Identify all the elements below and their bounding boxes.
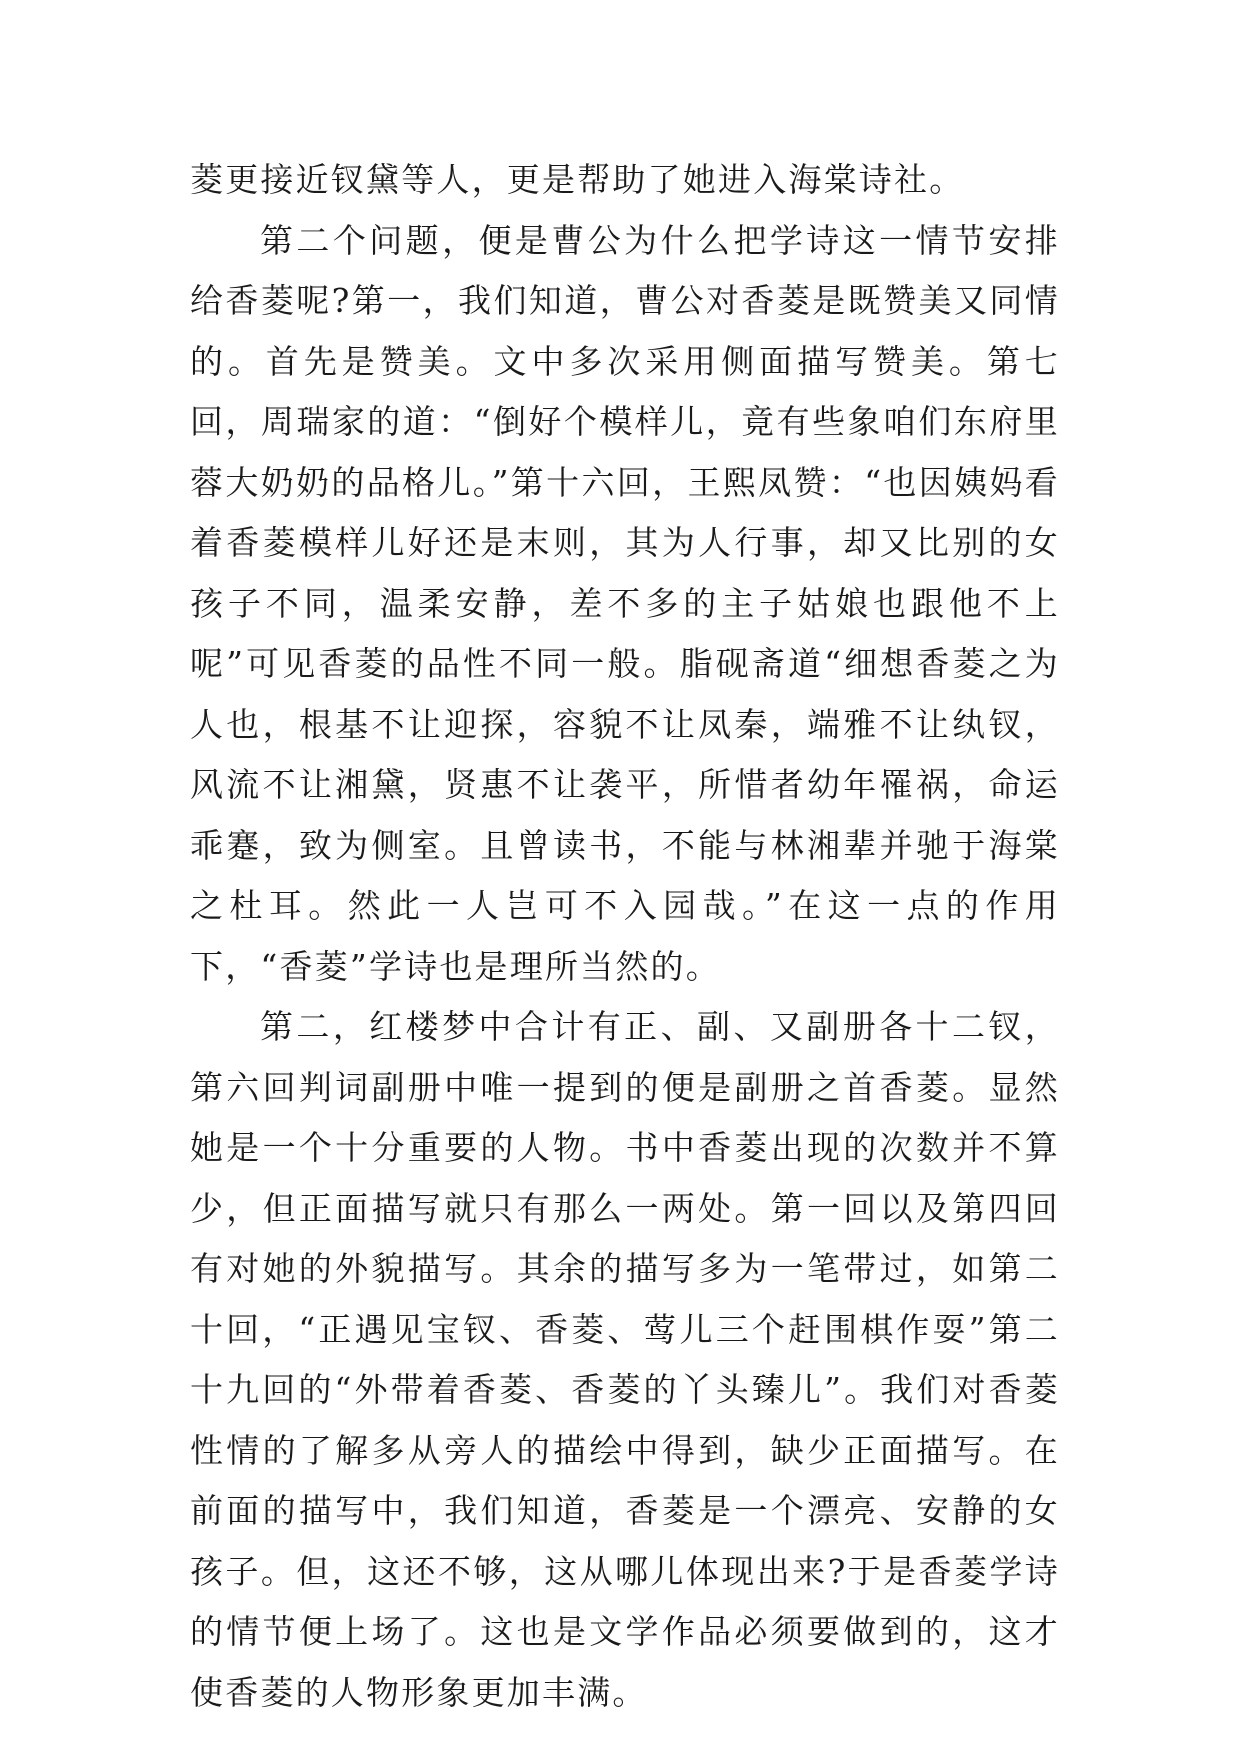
paragraph-continuation: 菱更接近钗黛等人，更是帮助了她进入海棠诗社。 <box>190 160 965 199</box>
paragraph-second-reason: 第二，红楼梦中合计有正、副、又副册各十二钗，第六回判词副册中唯一提到的便是副册之首香菱。显然她是一个十分重要的人物。书中香菱出现的次数并不算少，但正面描写就只有那么一两处。第一回以及第四回有对她的外貌描写。其余的描写多为一笔带过，如第二十回，“正遇见宝钗、香菱、莺儿三个赶围棋作耍”第二十九回的“外带着香菱、香菱的丫头臻儿”。我们对香菱性情的了解多从旁人的描绘中得到，缺少正面描写。在前面的描写中，我们知道，香菱是一个漂亮、安静的女孩子。但，这还不够，这从哪儿体现出来?于是香菱学诗的情节便上场了。这也是文学作品必须要做到的，这才使香菱的人物形象更加丰满。 <box>190 1007 1060 1712</box>
document-body <box>190 150 1060 1723</box>
paragraph-second-question: 第二个问题，便是曹公为什么把学诗这一情节安排给香菱呢?第一，我们知道，曹公对香菱是既赞美又同情的。首先是赞美。文中多次采用侧面描写赞美。第七回，周瑞家的道：“倒好个模样儿，竟有些象咱们东府里蓉大奶奶的品格儿。”第十六回，王熙凤赞：“也因姨妈看着香菱模样儿好还是末则，其为人行事，却又比别的女孩子不同，温柔安静，差不多的主子姑娘也跟他不上呢”可见香菱的品性不同一般。脂砚斋道“细想香菱之为人也，根基不让迎探，容貌不让凤秦，端雅不让纨钗，风流不让湘黛，贤惠不让袭平，所惜者幼年罹祸，命运乖蹇，致为侧室。且曾读书，不能与林湘辈并驰于海棠之杜耳。然此一人岂可不入园哉。”在这一点的作用下，“香菱”学诗也是理所当然的。 <box>190 220 1060 986</box>
